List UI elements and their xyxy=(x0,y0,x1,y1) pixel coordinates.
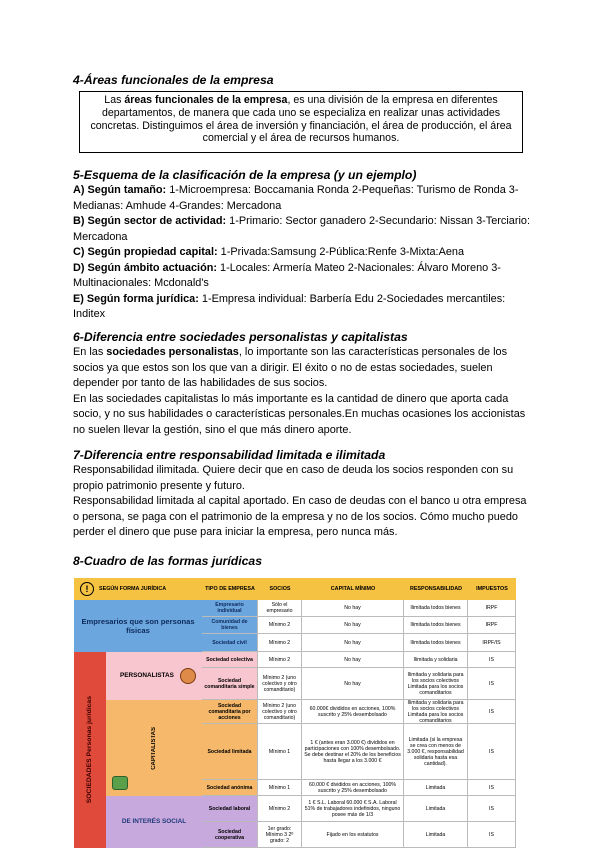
item-label: C) Según propiedad capital: xyxy=(73,246,218,258)
classification-item xyxy=(73,261,533,292)
cell-capital: Fijado en los estatutos xyxy=(302,822,404,848)
legal-forms-table xyxy=(74,578,516,848)
classification-list xyxy=(73,183,533,323)
group-personalistas-label: PERSONALISTAS xyxy=(120,672,174,679)
cell-resp: Ilimitada y solidaria xyxy=(404,652,468,668)
cell-socios: Mínimo 2 (uno colectivo y otro comanditario) xyxy=(258,668,302,700)
section-7-body xyxy=(73,463,533,541)
group-personalistas xyxy=(106,652,202,700)
section-7-title: 7-Diferencia entre responsabilidad limitada e ilimitada xyxy=(73,448,386,462)
item-text: 1-Empresa individual: Barbería Edu 2-Sociedades mercantiles: Inditex xyxy=(73,292,506,320)
cell-capital: No hay xyxy=(302,634,404,652)
text: , lo importante son las características personales de los socios ya que estos son los que van a dirigir. El éxito o no de estas sociedades, suelen depender por tanto de las habilidades de sus socios. xyxy=(73,346,508,389)
paragraph: Responsabilidad limitada al capital aportado. En caso de deudas con el banco u otra empresa o persona, se paga con el patrimonio de la empresa y no de los socios. Cómo mucho puedo perder el dinero que puse para iniciar la empresa, pero nunca más. xyxy=(73,495,527,538)
cell-imp: IS xyxy=(468,822,516,848)
cell-resp: Limitada xyxy=(404,822,468,848)
group-interes-social xyxy=(106,796,202,848)
cell-tipo: Sociedad comanditaria simple xyxy=(202,668,258,700)
cell-socios: Mínimo 2 (uno colectivo y otro comanditario) xyxy=(258,700,302,724)
group-interes-social-label: DE INTERÉS SOCIAL xyxy=(121,818,187,825)
cell-socios: Mínimo 2 xyxy=(258,796,302,822)
paragraph xyxy=(73,345,533,392)
section-6-body xyxy=(73,345,533,438)
cell-socios: Mínimo 1 xyxy=(258,724,302,780)
cell-socios: Sólo el empresario xyxy=(258,600,302,617)
classification-item xyxy=(73,214,533,245)
people-icon xyxy=(180,668,196,684)
cell-socios: Mínimo 2 xyxy=(258,652,302,668)
cell-tipo: Sociedad limitada xyxy=(202,724,258,780)
cell-resp: Ilimitada y solidaria para los socios colectivos Limitada para los socios comanditarios xyxy=(404,700,468,724)
item-text: 1-Primario: Sector ganadero 2-Secundario: Nissan 3-Terciario: Mercadona xyxy=(73,215,530,243)
item-label: D) Según ámbito actuación: xyxy=(73,261,218,274)
item-label: E) Según forma jurídica: xyxy=(73,292,199,305)
item-label: B) Según sector de actividad: xyxy=(73,215,227,227)
header-capital: CAPITAL MÍNIMO xyxy=(302,578,404,600)
cell-socios: Mínimo 1 xyxy=(258,780,302,796)
cell-resp: Ilimitada todos bienes xyxy=(404,617,468,634)
cell-capital: 60.000 € divididos en acciones, 100% suscrito y 25% desembolsado xyxy=(302,780,404,796)
cell-tipo: Sociedad colectiva xyxy=(202,652,258,668)
cell-imp: IRPF xyxy=(468,617,516,634)
classification-item xyxy=(73,292,533,323)
cell-resp: Ilimitada todos bienes xyxy=(404,600,468,617)
item-text: 1-Privada:Samsung 2-Pública:Renfe 3-Mixta:Aena xyxy=(217,246,464,258)
group-capitalistas-label: CAPITALISTAS xyxy=(151,726,157,770)
cell-tipo: Comunidad de bienes xyxy=(202,617,258,634)
group-sociedades-label: SOCIEDADES Personas jurídicas xyxy=(86,696,93,804)
cell-socios: Mínimo 2 xyxy=(258,634,302,652)
cell-imp: IS xyxy=(468,668,516,700)
cell-capital: 1 € S.L. Laboral 60.000 € S.A. Laboral 51% de trabajadores indefinidos, ninguno posee más de 1/3 xyxy=(302,796,404,822)
cell-tipo: Empresario individual xyxy=(202,600,258,617)
box-text-post: , es una división de la empresa en diferentes departamentos, de manera que cada uno se especializa en realizar unas actividades concretas. Distinguimos el área de inversión y financiación, el área de producción, el área comercial y el área de recursos humanos. xyxy=(90,94,512,145)
header-tipo: TIPO DE EMPRESA xyxy=(202,578,258,600)
cell-tipo: Sociedad laboral xyxy=(202,796,258,822)
cell-tipo: Sociedad cooperativa xyxy=(202,822,258,848)
cell-imp: IS xyxy=(468,780,516,796)
item-label: A) Según tamaño: xyxy=(73,184,167,196)
section-6-title: 6-Diferencia entre sociedades personalistas y capitalistas xyxy=(73,330,408,344)
cell-resp: Ilimitada y solidaria para los socios colectivos Limitada para los socios comanditarios xyxy=(404,668,468,700)
cell-imp: IRPF/IS xyxy=(468,634,516,652)
cell-capital: 1 € (antes eran 3.000 €) divididos en participaciones con 100% desembolsado. Se debe destinar el 20% de los beneficios hasta llegar a los 3.000 € xyxy=(302,724,404,780)
cell-imp: IRPF xyxy=(468,600,516,617)
cell-imp: IS xyxy=(468,796,516,822)
cell-resp: Limitada xyxy=(404,796,468,822)
cell-imp: IS xyxy=(468,700,516,724)
cell-tipo: Sociedad civil xyxy=(202,634,258,652)
group-personas-fisicas: Empresarios que son personas físicas xyxy=(74,600,202,652)
cell-tipo: Sociedad anónima xyxy=(202,780,258,796)
header-socios: SOCIOS xyxy=(258,578,302,600)
section-4-title: 4-Áreas funcionales de la empresa xyxy=(73,73,274,87)
group-sociedades xyxy=(74,652,106,848)
section-8-title: 8-Cuadro de las formas jurídicas xyxy=(73,554,262,568)
item-text: 1-Microempresa: Boccamania Ronda 2-Pequeñas: Turismo de Ronda 3-Medianas: Amhude 4-Grandes: Mercadona xyxy=(73,184,519,212)
paragraph: En las sociedades capitalistas lo más importante es la cantidad de dinero que aporta cada socio, y no sus habilidades o características personales.En muchas ocasiones los accionistas no suelen llevar la gestión, sino el que más dinero aporte. xyxy=(73,392,526,436)
cell-imp: IS xyxy=(468,724,516,780)
cell-capital: No hay xyxy=(302,652,404,668)
functional-areas-box xyxy=(79,91,523,153)
classification-item xyxy=(73,245,533,261)
cell-capital: No hay xyxy=(302,617,404,634)
box-text-pre: Las xyxy=(104,94,125,106)
cell-socios: Mínimo 2 xyxy=(258,617,302,634)
header-impuestos: IMPUESTOS xyxy=(468,578,516,600)
section-5-title: 5-Esquema de la clasificación de la empresa (y un ejemplo) xyxy=(73,168,417,182)
group-capitalistas xyxy=(106,700,202,796)
text: En las xyxy=(73,346,107,358)
header-text: SEGÚN FORMA JURÍDICA xyxy=(99,586,167,592)
cell-capital: 60.000€ divididos en acciones, 100% suscrito y 25% desembolsado xyxy=(302,700,404,724)
cell-tipo: Sociedad comanditaria por acciones xyxy=(202,700,258,724)
cell-imp: IS xyxy=(468,652,516,668)
money-icon xyxy=(112,776,128,790)
cell-resp: Ilimitada todos bienes xyxy=(404,634,468,652)
paragraph: Responsabilidad ilimitada. Quiere decir que en caso de deuda los socios responden con su propio patrimonio presente y futuro. xyxy=(73,464,514,492)
box-text-bold: áreas funcionales de la empresa xyxy=(124,94,288,106)
header-responsabilidad: RESPONSABILIDAD xyxy=(404,578,468,600)
cell-resp: Limitada (si la empresa se crea con menos de 3.000 €, responsabilidad solidaria hasta esa cantidad). xyxy=(404,724,468,780)
cell-resp: Limitada xyxy=(404,780,468,796)
item-text: 1-Locales: Armería Mateo 2-Nacionales: Álvaro Moreno 3-Multinacionales: Mcdonald's xyxy=(73,261,501,289)
classification-item xyxy=(73,183,533,214)
header-forma-juridica xyxy=(74,578,202,600)
warning-icon: ! xyxy=(80,582,94,596)
cell-socios: 1er grado: Mínimo 3 2º grado: 2 xyxy=(258,822,302,848)
cell-capital: No hay xyxy=(302,668,404,700)
bold-text: sociedades personalistas xyxy=(106,346,239,358)
cell-capital: No hay xyxy=(302,600,404,617)
